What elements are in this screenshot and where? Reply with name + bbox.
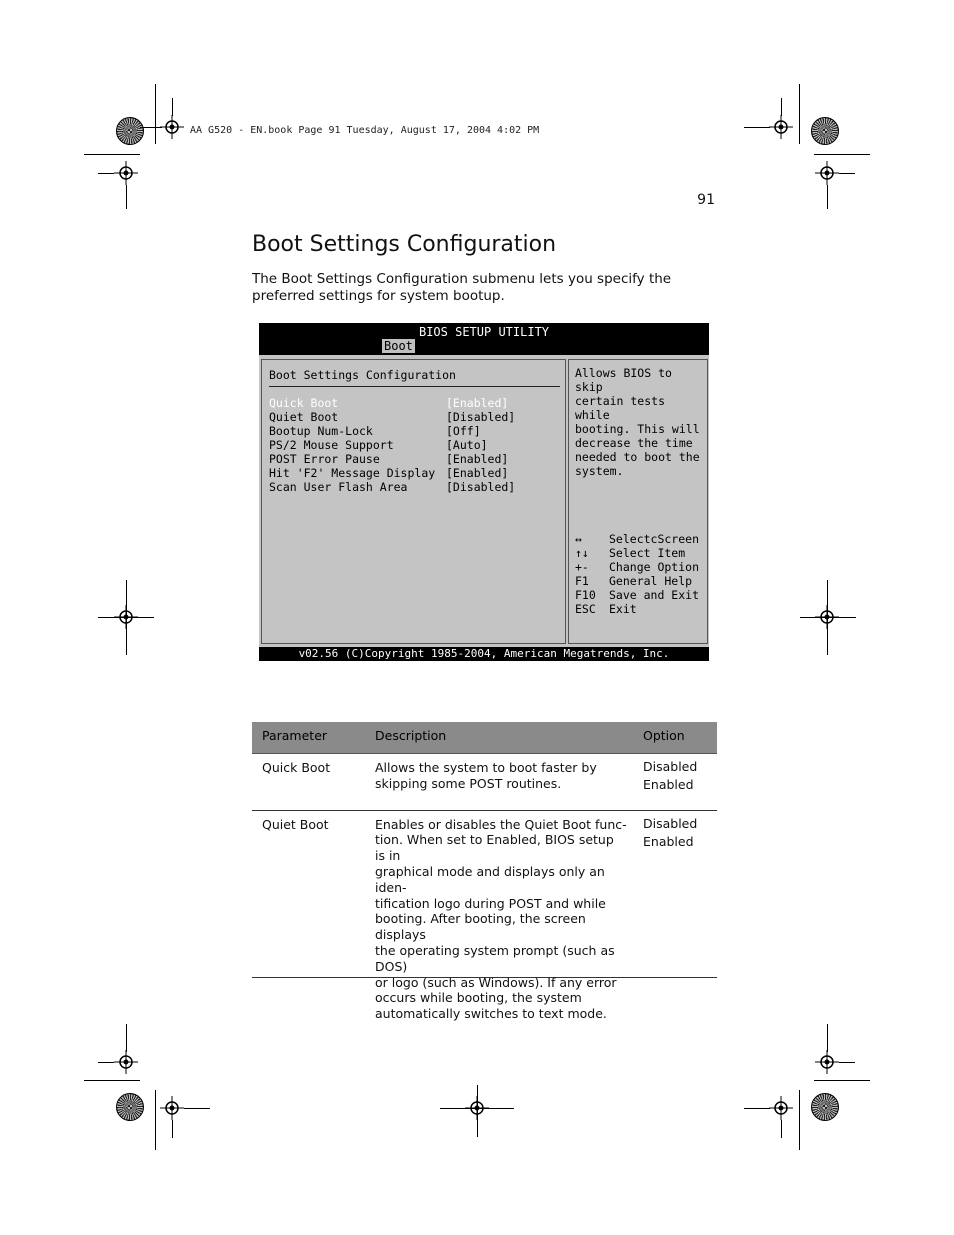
bios-key-legend-item [575, 560, 705, 574]
bios-copyright-footer: v02.56 (C)Copyright 1985-2004, American Megatrends, Inc. [298, 647, 670, 660]
description-line: graphical mode and displays only an iden- [375, 863, 605, 895]
bios-setting-value[interactable]: [Enabled] [446, 452, 509, 466]
bios-setting-label: Quick Boot [269, 396, 339, 410]
intro-paragraph: The Boot Settings Configuration submenu lets you specify the preferred settings for system bootup. [252, 271, 672, 304]
bios-help-text: Allows BIOS to skip certain tests while booting. This will decrease the time needed to boot the system. [575, 366, 700, 478]
parameter-cell: Quiet Boot [262, 816, 329, 832]
parameter-table [252, 722, 717, 1022]
description-cell [375, 760, 627, 792]
column-header-parameter: Parameter [262, 728, 328, 743]
bios-setting-row[interactable] [269, 480, 564, 494]
bios-setting-value[interactable]: [Enabled] [446, 466, 509, 480]
bios-key-description: Save and Exit [609, 588, 700, 602]
registration-mark-icon [114, 1050, 138, 1074]
bios-setting-value[interactable]: [Off] [446, 424, 481, 438]
option-value: Disabled [643, 815, 698, 831]
description-line: booting. After booting, the screen displays [375, 911, 586, 943]
bios-key: ↔ [575, 532, 582, 546]
bios-key: ESC [575, 602, 596, 616]
bios-help-panel [568, 359, 708, 644]
column-header-option: Option [643, 728, 685, 743]
bios-setting-label: PS/2 Mouse Support [269, 438, 394, 452]
description-line: or logo (such as Windows). If any error [375, 974, 617, 990]
description-cell [375, 817, 627, 1022]
bios-key-legend-item [575, 602, 705, 616]
print-slug: AA G520 - EN.book Page 91 Tuesday, August 17, 2004 4:02 PM [190, 125, 540, 136]
bios-key-legend-item [575, 532, 705, 546]
bios-window-title: BIOS SETUP UTILITY [418, 325, 550, 339]
bios-key: +- [575, 560, 589, 574]
bios-settings-panel [261, 359, 566, 644]
bios-setting-row[interactable] [269, 466, 564, 480]
registration-mark-icon [769, 1096, 793, 1120]
bios-setting-value[interactable]: [Disabled] [446, 480, 516, 494]
description-line: skipping some POST routines. [375, 775, 562, 791]
registration-mark-icon [815, 161, 839, 185]
description-line: automatically switches to text mode. [375, 1006, 607, 1022]
bios-key-description: SelectcScreen [609, 532, 700, 546]
bios-key-legend-item [575, 546, 705, 560]
bios-setting-row[interactable] [269, 438, 564, 452]
table-row [252, 754, 717, 811]
bios-key-legend-item [575, 574, 705, 588]
description-line: tification logo during POST and while [375, 895, 606, 911]
bios-setting-label: Quiet Boot [269, 410, 339, 424]
bios-setting-label: Hit 'F2' Message Display [269, 466, 436, 480]
bios-key-description: General Help [609, 574, 693, 588]
bios-setting-value[interactable]: [Enabled] [446, 396, 509, 410]
option-value: Disabled [643, 759, 698, 774]
option-value: Enabled [643, 833, 694, 849]
registration-mark-icon [160, 1096, 184, 1120]
description-line: tion. When set to Enabled, BIOS setup is in [375, 832, 614, 864]
bios-setting-value[interactable]: [Disabled] [446, 410, 516, 424]
bios-setting-label: POST Error Pause [269, 452, 380, 466]
bios-setting-row[interactable] [269, 424, 564, 438]
registration-mark-icon [769, 115, 793, 139]
bios-section-heading: Boot Settings Configuration [269, 368, 456, 382]
option-cell [643, 815, 697, 851]
column-header-description: Description [375, 728, 447, 743]
option-cell [643, 758, 697, 794]
registration-mark-icon [815, 1050, 839, 1074]
description-line: occurs while booting, the system [375, 990, 582, 1006]
page-title: Boot Settings Configuration [252, 232, 557, 257]
page-number: 91 [697, 192, 715, 208]
bios-key: ↑↓ [575, 546, 589, 560]
table-header [252, 722, 717, 754]
bios-key-description: Change Option [609, 560, 700, 574]
bios-key-description: Exit [609, 602, 637, 616]
registration-mark-icon [160, 115, 184, 139]
divider [269, 386, 560, 387]
bios-tab-boot[interactable]: Boot [384, 339, 413, 353]
bios-key-description: Select Item [609, 546, 686, 560]
bios-setting-label: Bootup Num-Lock [269, 424, 373, 438]
option-value: Enabled [643, 777, 694, 792]
bios-setting-row[interactable] [269, 396, 564, 410]
table-row [252, 811, 717, 1022]
description-line: the operating system prompt (such as DOS) [375, 942, 615, 974]
description-line: Allows the system to boot faster by [375, 760, 597, 775]
parameter-cell: Quick Boot [262, 760, 331, 775]
bios-setting-value[interactable]: [Auto] [446, 438, 488, 452]
bios-setting-label: Scan User Flash Area [269, 480, 408, 494]
bios-key-legend-item [575, 588, 705, 602]
registration-mark-icon [114, 161, 138, 185]
bios-setting-row[interactable] [269, 452, 564, 466]
bios-screenshot [259, 323, 709, 661]
bios-key: F1 [575, 574, 589, 588]
description-line: Enables or disables the Quiet Boot func- [375, 816, 627, 832]
bios-body [259, 355, 709, 647]
bios-key: F10 [575, 588, 596, 602]
bios-setting-row[interactable] [269, 410, 564, 424]
